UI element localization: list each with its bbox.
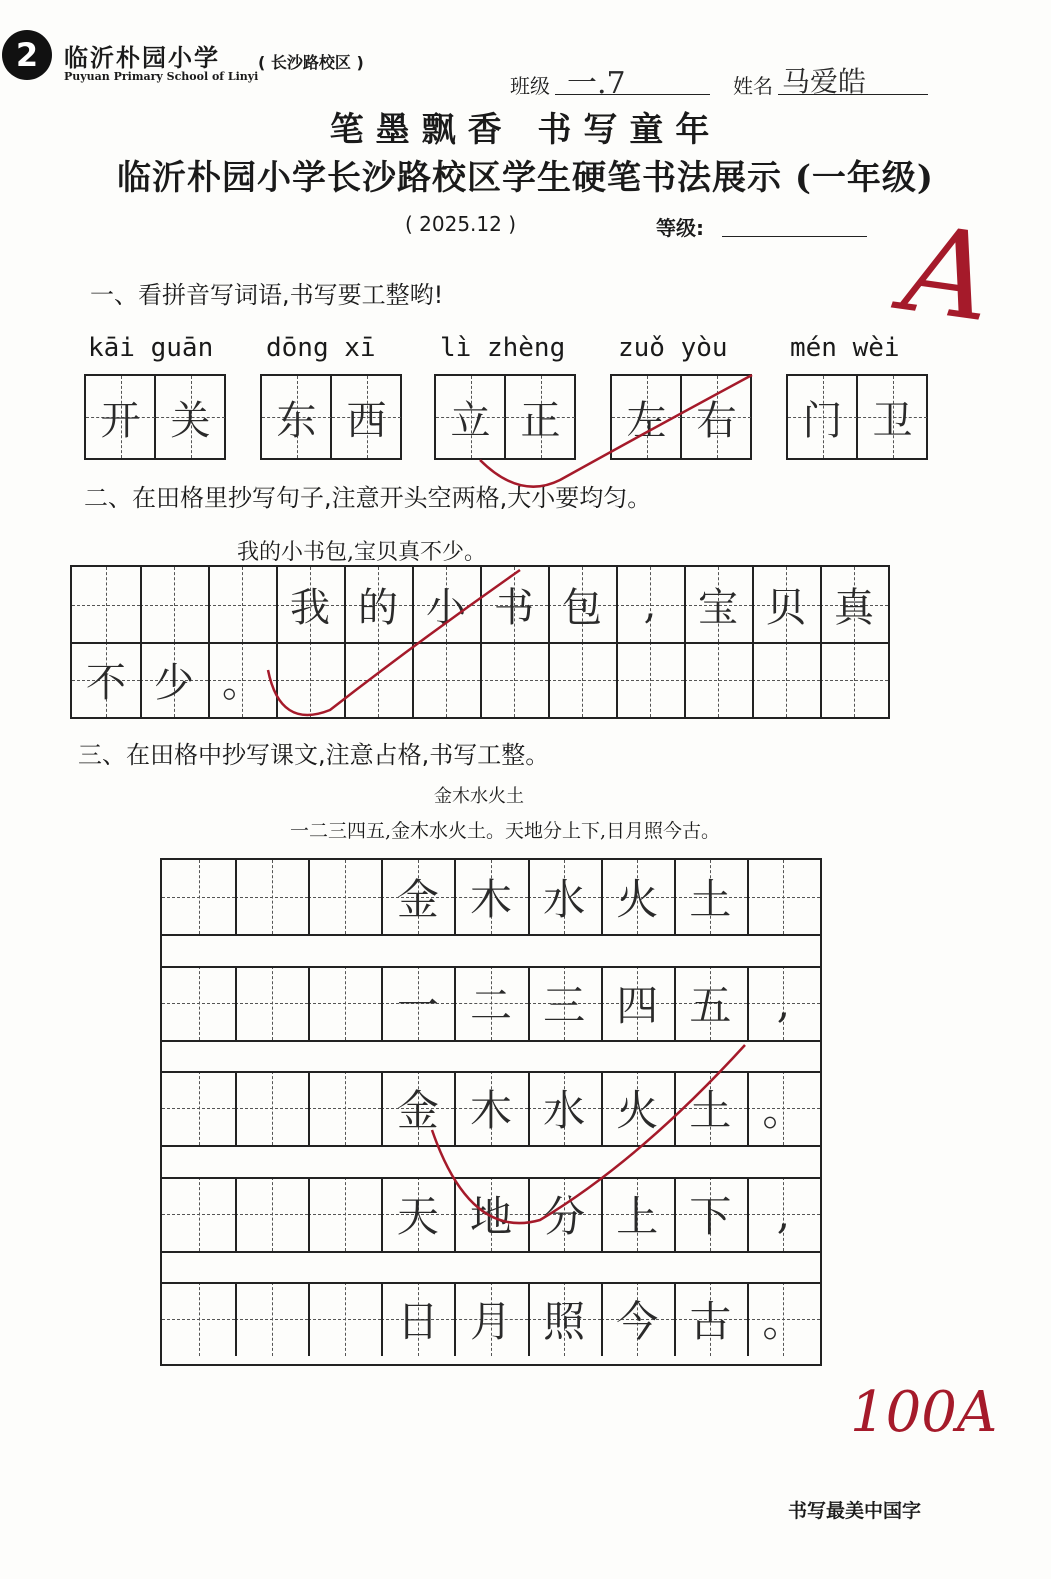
- school-logo: 2: [2, 30, 52, 80]
- handwritten-char: 天: [396, 1191, 439, 1241]
- handwritten-char: 。: [222, 660, 262, 706]
- handwritten-char: 书: [494, 585, 534, 631]
- handwritten-char: 古: [689, 1297, 732, 1346]
- date: ( 2025.12 ): [405, 212, 517, 236]
- handwritten-char: 月: [469, 1297, 512, 1346]
- handwritten-char: ,: [776, 978, 791, 1027]
- name-value: 马爱皓: [782, 65, 867, 98]
- handwritten-char: 的: [358, 585, 398, 631]
- handwritten-char: 左: [626, 397, 667, 444]
- handwritten-char: ,: [776, 1189, 791, 1238]
- handwritten-char: 。: [762, 1297, 805, 1346]
- handwritten-char: 宝: [698, 585, 738, 631]
- handwritten-char: 火: [616, 1086, 659, 1135]
- handwritten-char: 四: [616, 980, 659, 1030]
- handwritten-char: ,: [643, 581, 657, 628]
- handwritten-char: 水: [543, 1086, 586, 1135]
- school-name-cn: 临沂朴园小学: [64, 43, 220, 72]
- handwritten-char: 金: [396, 1086, 439, 1135]
- pinyin-label: mén wèi: [790, 333, 900, 363]
- teacher-score: 100A: [850, 1380, 998, 1445]
- section2-heading: 二、在田格里抄写句子,注意开头空两格,大小要均匀。: [84, 484, 652, 512]
- class-value: 一.7: [567, 66, 626, 101]
- grade-mark: A: [895, 199, 1001, 350]
- handwritten-char: 右: [696, 397, 737, 444]
- title-line-2: 临沂朴园小学长沙路校区学生硬笔书法展示 (一年级): [116, 158, 934, 198]
- check-mark-2: [268, 570, 520, 715]
- handwritten-char: 正: [520, 397, 561, 444]
- handwritten-char: 东: [276, 397, 317, 444]
- pinyin-label: dōng xī: [266, 333, 376, 363]
- handwritten-char: 土: [689, 1086, 732, 1135]
- section3-model-text: 一二三四五,金木水火土。天地分上下,日月照今古。: [289, 820, 721, 842]
- pinyin-label: kāi guān: [88, 333, 214, 363]
- section3-model-title: 金木水火土: [434, 786, 524, 807]
- handwritten-char: 立: [450, 397, 491, 444]
- campus-name: ( 长沙路校区 ): [258, 53, 364, 72]
- handwritten-char: 木: [469, 875, 512, 924]
- handwritten-char: 不: [86, 660, 126, 706]
- pinyin-label: zuǒ yòu: [618, 333, 728, 363]
- handwritten-char: 小: [426, 585, 466, 631]
- handwritten-char: 日: [396, 1297, 439, 1346]
- grade-label: 等级:: [656, 216, 704, 240]
- section1-heading: 一、看拼音写词语,书写要工整哟!: [90, 281, 444, 309]
- handwritten-char: 开: [100, 397, 141, 444]
- handwritten-char: 三: [543, 980, 586, 1030]
- handwritten-char: 下: [689, 1191, 732, 1241]
- handwritten-char: 火: [616, 875, 659, 924]
- name-label: 姓名: [733, 74, 773, 98]
- section3-heading: 三、在田格中抄写课文,注意占格,书写工整。: [78, 741, 550, 769]
- handwritten-char: 西: [346, 397, 387, 444]
- handwritten-char: 分: [543, 1191, 586, 1241]
- handwritten-char: 。: [762, 1086, 805, 1135]
- handwritten-char: 包: [562, 585, 602, 631]
- handwritten-char: 金: [396, 875, 439, 924]
- handwritten-char: 木: [469, 1086, 512, 1135]
- school-name-en: Puyuan Primary School of Linyi: [64, 70, 259, 83]
- section2-model: 我的小书包,宝贝真不少。: [237, 540, 486, 565]
- pinyin-label: lì zhèng: [440, 333, 566, 363]
- handwritten-char: 地: [469, 1191, 512, 1241]
- title-line-1: 笔墨飘香 书写童年: [329, 110, 722, 150]
- handwritten-char: 门: [802, 397, 843, 444]
- handwritten-char: 二: [469, 980, 512, 1030]
- check-mark-3: [432, 1045, 745, 1223]
- handwritten-char: 贝: [766, 585, 806, 631]
- handwritten-char: 我: [290, 585, 330, 631]
- handwritten-char: 关: [170, 397, 211, 444]
- handwritten-char: 今: [616, 1297, 659, 1346]
- handwritten-char: 上: [616, 1191, 659, 1241]
- handwritten-char: 土: [689, 875, 732, 924]
- handwritten-char: 水: [543, 875, 586, 924]
- handwritten-char: 卫: [872, 397, 913, 444]
- handwritten-char: 一: [396, 980, 439, 1030]
- check-mark-1: [480, 375, 752, 487]
- class-label: 班级: [510, 74, 550, 98]
- handwritten-char: 真: [834, 585, 874, 631]
- footer-slogan: 书写最美中国字: [788, 1500, 922, 1522]
- handwritten-char: 少: [154, 660, 194, 706]
- handwritten-char: 照: [543, 1297, 586, 1346]
- handwritten-char: 五: [689, 980, 732, 1030]
